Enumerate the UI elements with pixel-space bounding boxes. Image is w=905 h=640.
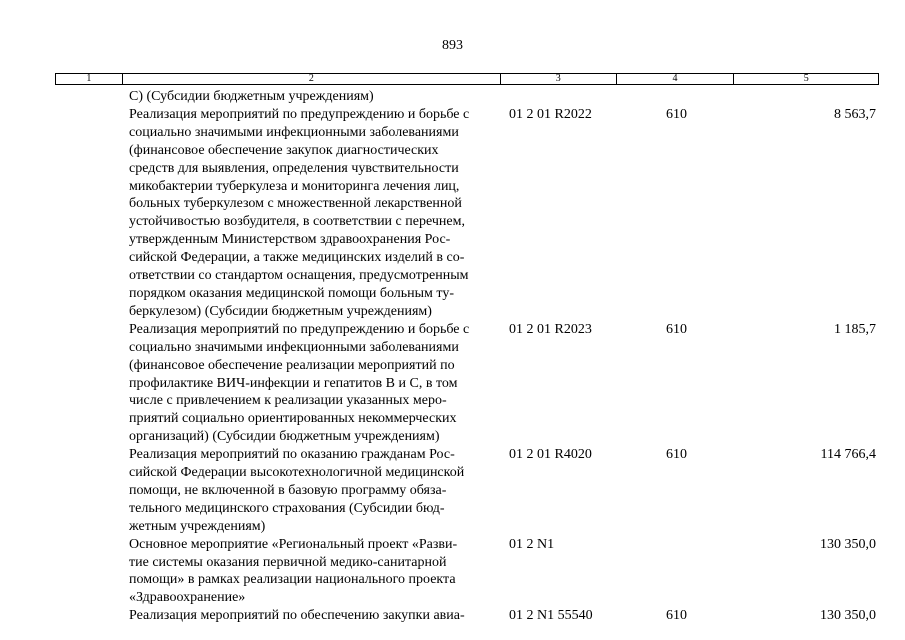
row-amount: 130 350,0 [820, 536, 876, 552]
row-amount: 114 766,4 [820, 447, 876, 463]
row-name: С) (Субсидии бюджетным учреждениям) [129, 89, 374, 104]
row-amount: 1 185,7 [834, 321, 876, 337]
table-body [129, 88, 879, 625]
row-amount: 130 350,0 [820, 608, 876, 624]
row-expense-type: 610 [666, 321, 687, 337]
table-row [129, 607, 879, 625]
row-name: Реализация мероприятий по предупреждению и борьбе с социально значимыми инфекционными заболеваниями (финансовое обеспечение реализации мероприятий по профилактике ВИЧ-инфекции и гепатитов В и С, в том числе с привлечением к реализации указанных меро- приятий социально ориентированных некоммерческих организаций) (Субсидии бюджетным учреждениям) [129, 321, 470, 445]
column-header-3: 3 [501, 74, 617, 84]
row-name: Реализация мероприятий по оказанию гражданам Рос- сийской Федерации высокотехнологичной медицинской помощи, не включенной в базовую программу обяза- тельного медицинского страхования (Субсидии бюд- жетным учреждениям) [129, 447, 465, 534]
page-number: 893 [442, 38, 463, 53]
row-expense-type: 610 [666, 608, 687, 624]
row-expense-type: 610 [666, 106, 687, 122]
row-name: Основное мероприятие «Региональный проект «Разви- тие системы оказания первичной медико-санитарной помощи» в рамках реализации национального проекта «Здравоохранение» [129, 536, 458, 606]
column-header-2: 2 [123, 74, 501, 84]
table-row [129, 88, 879, 106]
row-name: Реализация мероприятий по предупреждению и борьбе с социально значимыми инфекционными заболеваниями (финансовое обеспечение закупок диагностических средств для выявления, определения чувствительности микобактерии туберкулеза и мониторинга лечения лиц, больных туберкулезом с множественной лекарственной устойчивостью возбудителя, в соответствии с перечнем, утвержденным Министерством здравоохранения Рос- сийской Федерации, а также медицинских изделий в со- ответствии со стандартом оснащения, предусмотренным порядком оказания медицинской помощи больным ту- беркулезом) (Субсидии бюджетным учреждениям) [129, 106, 470, 319]
table-row [129, 321, 879, 446]
table-row [129, 536, 879, 608]
row-code: 01 2 01 R4020 [509, 447, 592, 463]
table-header [55, 73, 879, 85]
row-code: 01 2 N1 [509, 536, 555, 552]
column-header-1: 1 [56, 74, 123, 84]
column-header-4: 4 [617, 74, 735, 84]
table-row [129, 446, 879, 536]
row-code: 01 2 01 R2022 [509, 106, 592, 122]
row-code: 01 2 N1 55540 [509, 608, 593, 624]
row-code: 01 2 01 R2023 [509, 321, 592, 337]
row-amount: 8 563,7 [834, 106, 876, 122]
row-name: Реализация мероприятий по обеспечению закупки авиа- [129, 608, 465, 624]
column-header-5: 5 [803, 73, 809, 84]
row-expense-type: 610 [666, 447, 687, 463]
table-row [129, 106, 879, 321]
